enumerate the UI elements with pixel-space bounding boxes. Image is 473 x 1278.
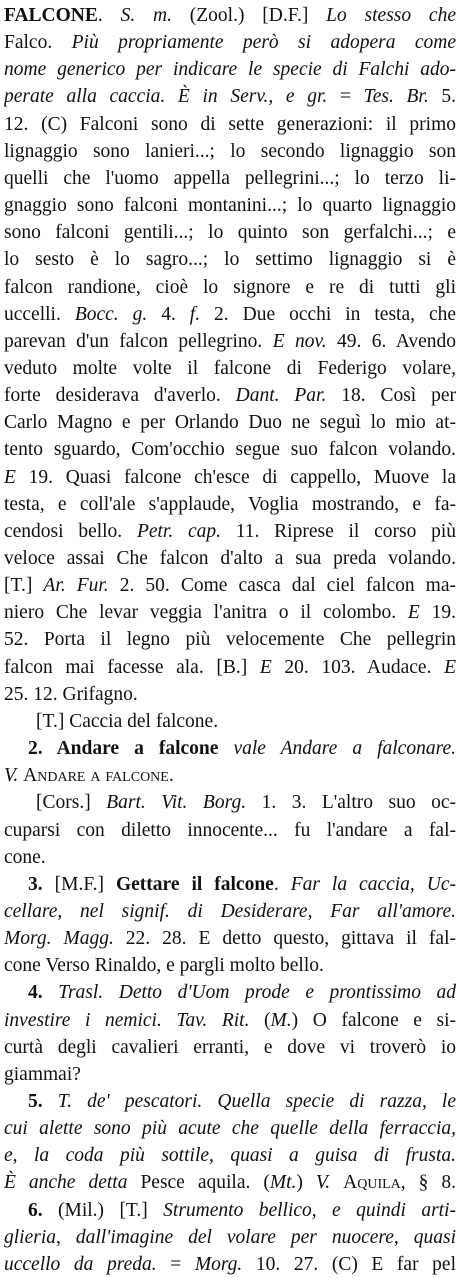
text-run: quelli che l'uomo appella pellegrini...; lo terzo li- <box>4 167 456 189</box>
text-run: sono falconi gentili...; lo quinto son gerfalchi...; e <box>4 222 456 244</box>
text-run: nome generico per indicare le specie di Falchi ado- <box>4 59 456 81</box>
text-run: 5. <box>28 1091 58 1112</box>
text-line <box>4 599 456 626</box>
text-run: Andare a falcone <box>56 738 219 760</box>
text-run: uccello da preda. <box>4 1253 157 1275</box>
text-line <box>4 491 456 518</box>
text-run: E nov. <box>272 330 327 352</box>
text-line <box>4 83 456 110</box>
text-run: uccelli. <box>4 303 75 325</box>
text-line <box>4 681 456 708</box>
text-line <box>4 626 456 653</box>
text-run: testa, e coll'ale s'applaude, Voglia mostrando, e fa- <box>4 493 456 515</box>
text-run: cendosi bello. <box>4 520 137 542</box>
text-line <box>4 1169 456 1196</box>
text-run: V. <box>315 1172 331 1194</box>
text-line <box>4 382 456 409</box>
text-run: Aquila <box>343 1172 401 1194</box>
text-run: 3. <box>28 873 55 895</box>
text-run: 2. 50. Come casca dal ciel falcon ma- <box>108 575 456 597</box>
text-run: Tes. Br. <box>363 86 429 108</box>
text-run: Dant. Par. <box>235 385 327 407</box>
text-line <box>4 328 456 355</box>
text-run: M. <box>270 1009 292 1031</box>
text-run: 5. <box>428 86 456 108</box>
text-run: e, la coda più sottile, quasi a guisa di frusta. <box>4 1145 456 1167</box>
text-line <box>4 1115 456 1142</box>
text-run: 19. Quasi falcone ch'esce di cappello, Muove la <box>15 466 456 488</box>
text-run: falcon randione, cioè lo signore e re di tutti gli <box>4 276 456 298</box>
text-run: 25. 12. Grifagno. <box>4 683 138 705</box>
text-run: veduto molte volte il falcone di Federigo volare, <box>4 357 456 379</box>
text-run: Strumento bellico, e quindi arti- <box>163 1199 456 1221</box>
text-line <box>4 138 456 165</box>
text-line <box>4 1224 456 1251</box>
text-line <box>4 762 456 789</box>
text-run: falcon mai facesse ala. [B.] <box>4 656 260 678</box>
text-run: 18. Così per <box>326 385 456 407</box>
text-run: cellare, nel signif. di Desiderare, Far all'amore. <box>4 900 456 922</box>
text-run: . <box>97 5 121 26</box>
text-line <box>36 708 456 735</box>
text-line <box>28 1088 456 1115</box>
text-run: ( <box>249 1009 271 1031</box>
text-run: f. <box>189 303 201 325</box>
text-line <box>4 246 456 273</box>
text-run: E <box>444 656 456 678</box>
text-line <box>4 165 456 192</box>
text-line <box>4 111 456 138</box>
text-run: È anche detta <box>4 1172 128 1194</box>
text-line <box>4 925 456 952</box>
text-run: Far la caccia, Uc- <box>290 873 456 895</box>
text-line <box>4 29 456 56</box>
text-run: vale Andare a falconare. <box>218 738 456 760</box>
text-run: , § 8. <box>400 1172 456 1194</box>
text-run: 6. <box>28 1199 59 1221</box>
text-run: 10. 27. (C) E far pel <box>242 1253 456 1275</box>
text-run: Andare a falcone. <box>23 765 174 787</box>
text-run: gnaggio sono falconi montanini...; lo quarto lignaggio <box>4 195 456 217</box>
text-run: 22. 28. E detto questo, gittava il fal- <box>113 928 456 950</box>
text-run: E <box>4 466 16 488</box>
text-line <box>4 518 456 545</box>
text-run: 2. <box>28 738 57 760</box>
text-run: 19. <box>419 602 456 624</box>
text-run: 12. (C) Falconi sono di sette generazioni: il primo <box>4 113 456 135</box>
text-line <box>28 871 456 898</box>
text-run: E <box>259 656 272 678</box>
text-run: cui alette sono più acute che quelle della ferraccia, <box>4 1118 456 1140</box>
text-line <box>4 436 456 463</box>
text-run: cone Verso Rinaldo, e pargli molto bello. <box>4 955 324 977</box>
text-run: 52. Porta il legno più velocemente Che pellegrin <box>4 629 456 651</box>
text-run: V. <box>4 765 19 787</box>
text-run: T. de' pescatori. Quella specie di razza, le <box>57 1091 456 1112</box>
text-line <box>4 1142 456 1169</box>
text-line <box>4 274 456 301</box>
text-run: forte desiderava d'averlo. <box>4 385 236 407</box>
text-run: [T.] <box>4 575 44 597</box>
text-run: Petr. cap. <box>136 520 222 542</box>
text-run: perate alla caccia. È in Serv., e gr. <box>4 86 328 108</box>
text-run: 4. <box>28 982 59 1004</box>
text-run: [Cors.] <box>36 792 107 814</box>
text-run: tento sguardo, Com'occhio segue suo falcon volando. <box>4 439 456 461</box>
text-run: 4. <box>147 303 190 325</box>
text-run: [M.F.] <box>54 873 116 895</box>
text-line <box>4 1007 456 1034</box>
text-line <box>4 817 456 844</box>
text-run: Morg. <box>194 1253 243 1275</box>
text-run: Falco. <box>4 32 72 54</box>
text-run: Bocc. g. <box>74 303 148 325</box>
text-line <box>4 545 456 572</box>
text-run: Pesce aquila. ( <box>127 1172 270 1194</box>
text-run: Morg. Magg. <box>4 928 114 950</box>
text-run: Carlo Magno e per Orlando Duo ne seguì lo mio at- <box>4 412 456 434</box>
text-run: glieria, dall'imagine del volare per nuocere, quasi <box>4 1226 456 1248</box>
text-run: (Zool.) [D.F.] <box>171 5 327 26</box>
text-line <box>4 952 456 979</box>
text-run: [T.] Caccia del falcone. <box>36 710 219 732</box>
text-run: E <box>407 602 420 624</box>
text-line <box>4 192 456 219</box>
text-line <box>4 219 456 246</box>
text-line <box>4 1251 456 1278</box>
text-run: Trasl. Detto d'Uom prode e prontissimo ad <box>58 982 456 1004</box>
text-run: lo sesto è lo sagro...; lo settimo lignaggio si è <box>4 249 456 271</box>
text-run: investire i nemici. Tav. Rit. <box>4 1009 250 1031</box>
text-run <box>330 1172 343 1193</box>
text-line <box>4 464 456 491</box>
text-run: cone. <box>4 846 46 868</box>
text-run: 20. 103. Audace. <box>271 656 445 678</box>
text-run: 1. 3. L'altro suo oc- <box>246 792 456 814</box>
text-run: FALCONE <box>4 5 98 26</box>
text-run: . <box>273 873 291 895</box>
text-line <box>4 355 456 382</box>
text-run: (Mil.) [T.] <box>58 1199 164 1221</box>
text-line <box>4 654 456 681</box>
text-line <box>28 1197 456 1224</box>
text-line <box>36 789 456 816</box>
text-run: parevan d'un falcon pellegrino. <box>4 330 273 352</box>
text-run: Lo stesso che <box>326 5 456 26</box>
text-run: niero Che levar veggia l'anitra o il colombo. <box>4 602 408 624</box>
text-run: veloce assai Che falcon d'alto a sua preda volando. <box>4 548 456 569</box>
text-run: Ar. Fur. <box>43 575 109 597</box>
text-run: Bart. Vit. Borg. <box>106 792 247 814</box>
text-run: = <box>327 86 364 108</box>
text-run: giammai? <box>4 1063 81 1085</box>
text-line <box>4 409 456 436</box>
text-line <box>4 1061 456 1088</box>
text-run: lignaggio sono lanieri...; lo secondo lignaggio son <box>4 140 456 162</box>
text-run: Mt. <box>269 1172 297 1194</box>
text-run: cuparsi con diletto innocente... fu l'andare a fal- <box>4 819 456 841</box>
text-run: Più propriamente però si adopera come <box>71 32 456 54</box>
text-run: 2. Due occhi in testa, che <box>200 303 456 325</box>
text-run: ) <box>296 1172 316 1194</box>
text-line <box>4 1034 456 1061</box>
text-line <box>4 898 456 925</box>
text-run: 49. 6. Avendo <box>326 330 456 352</box>
text-run: S. m. <box>120 5 172 26</box>
text-run: curtà degli cavalieri erranti, e dove vi troverò io <box>4 1036 456 1058</box>
text-line <box>4 301 456 328</box>
text-line <box>4 2 456 29</box>
text-run: = <box>156 1253 195 1275</box>
text-line <box>4 56 456 83</box>
text-line <box>4 844 456 871</box>
text-line <box>4 572 456 599</box>
text-run: Gettare il falcone <box>115 873 274 895</box>
text-run: 11. Riprese il corso più <box>221 520 456 542</box>
text-run: ) O falcone e si- <box>291 1009 456 1031</box>
text-line <box>28 735 456 762</box>
